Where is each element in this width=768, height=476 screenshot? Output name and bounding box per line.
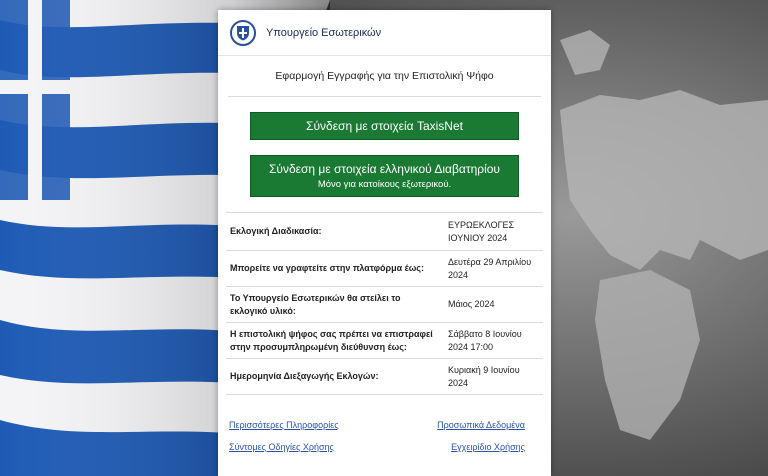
taxisnet-login-button[interactable]: Σύνδεση με στοιχεία TaxisNet bbox=[250, 112, 519, 140]
info-value bbox=[448, 213, 543, 251]
info-row-return-deadline bbox=[226, 323, 543, 359]
info-row-election-date bbox=[226, 359, 543, 395]
greek-coat-of-arms-icon bbox=[230, 20, 256, 46]
passport-login-label: Σύνδεση με στοιχεία ελληνικού Διαβατηρίου bbox=[269, 162, 500, 176]
info-row-election-process bbox=[226, 213, 543, 251]
info-value bbox=[448, 322, 543, 360]
info-label bbox=[226, 322, 448, 360]
info-label bbox=[226, 286, 448, 324]
info-row-material-shipping bbox=[226, 287, 543, 323]
footer-links bbox=[229, 420, 525, 464]
info-value-line: Σάββατο 8 Ιουνίου bbox=[448, 328, 522, 339]
registration-card bbox=[218, 10, 551, 476]
personal-data-link[interactable]: Προσωπικά Δεδομένα bbox=[437, 420, 525, 430]
quick-guide-link[interactable]: Σύντομες Οδηγίες Χρήσης bbox=[229, 442, 334, 452]
election-info-table bbox=[226, 212, 543, 395]
info-label: Ημερομηνία Διεξαγωγής Εκλογών: bbox=[230, 371, 379, 381]
info-value bbox=[448, 292, 543, 317]
user-manual-link[interactable]: Εγχειρίδιο Χρήσης bbox=[451, 442, 525, 452]
info-value-line: 2024 17:00 bbox=[448, 341, 494, 352]
info-value-line: 2024 bbox=[448, 269, 469, 280]
more-info-link[interactable]: Περισσότερες Πληροφορίες bbox=[229, 420, 339, 430]
info-label-line: Η επιστολική ψήφος σας πρέπει να επιστραφεί bbox=[230, 328, 433, 339]
passport-login-button[interactable] bbox=[250, 155, 519, 197]
info-row-registration-deadline bbox=[226, 251, 543, 287]
ministry-name: Υπουργείο Εσωτερικών bbox=[266, 26, 382, 39]
info-value-line: Μάιος 2024 bbox=[448, 299, 495, 309]
info-value-line: Δευτέρα 29 Απριλίου bbox=[448, 256, 532, 267]
app-title: Εφαρμογή Εγγραφής για την Επιστολική Ψήφο bbox=[228, 70, 541, 97]
info-value bbox=[448, 358, 543, 396]
info-value bbox=[448, 250, 543, 288]
info-value-line: ΕΥΡΩΕΚΛΟΓΕΣ bbox=[448, 219, 515, 230]
card-header bbox=[218, 10, 551, 56]
info-label-line: στην προσυμπληρωμένη διεύθυνση έως: bbox=[230, 341, 407, 352]
info-label-line: Το Υπουργείο Εσωτερικών θα στείλει το bbox=[230, 292, 401, 303]
info-label-line: εκλογικό υλικό: bbox=[230, 305, 296, 316]
info-label: Μπορείτε να γραφτείτε στην πλατφόρμα έως: bbox=[230, 263, 424, 273]
info-value-line: 2024 bbox=[448, 377, 469, 388]
info-label: Εκλογική Διαδικασία: bbox=[230, 226, 322, 236]
info-value-line: ΙΟΥΝΙΟΥ 2024 bbox=[448, 232, 508, 243]
info-value-line: Κυριακή 9 Ιουνίου bbox=[448, 364, 520, 375]
passport-login-note: Μόνο για κατοίκους εξωτερικού. bbox=[317, 179, 452, 190]
